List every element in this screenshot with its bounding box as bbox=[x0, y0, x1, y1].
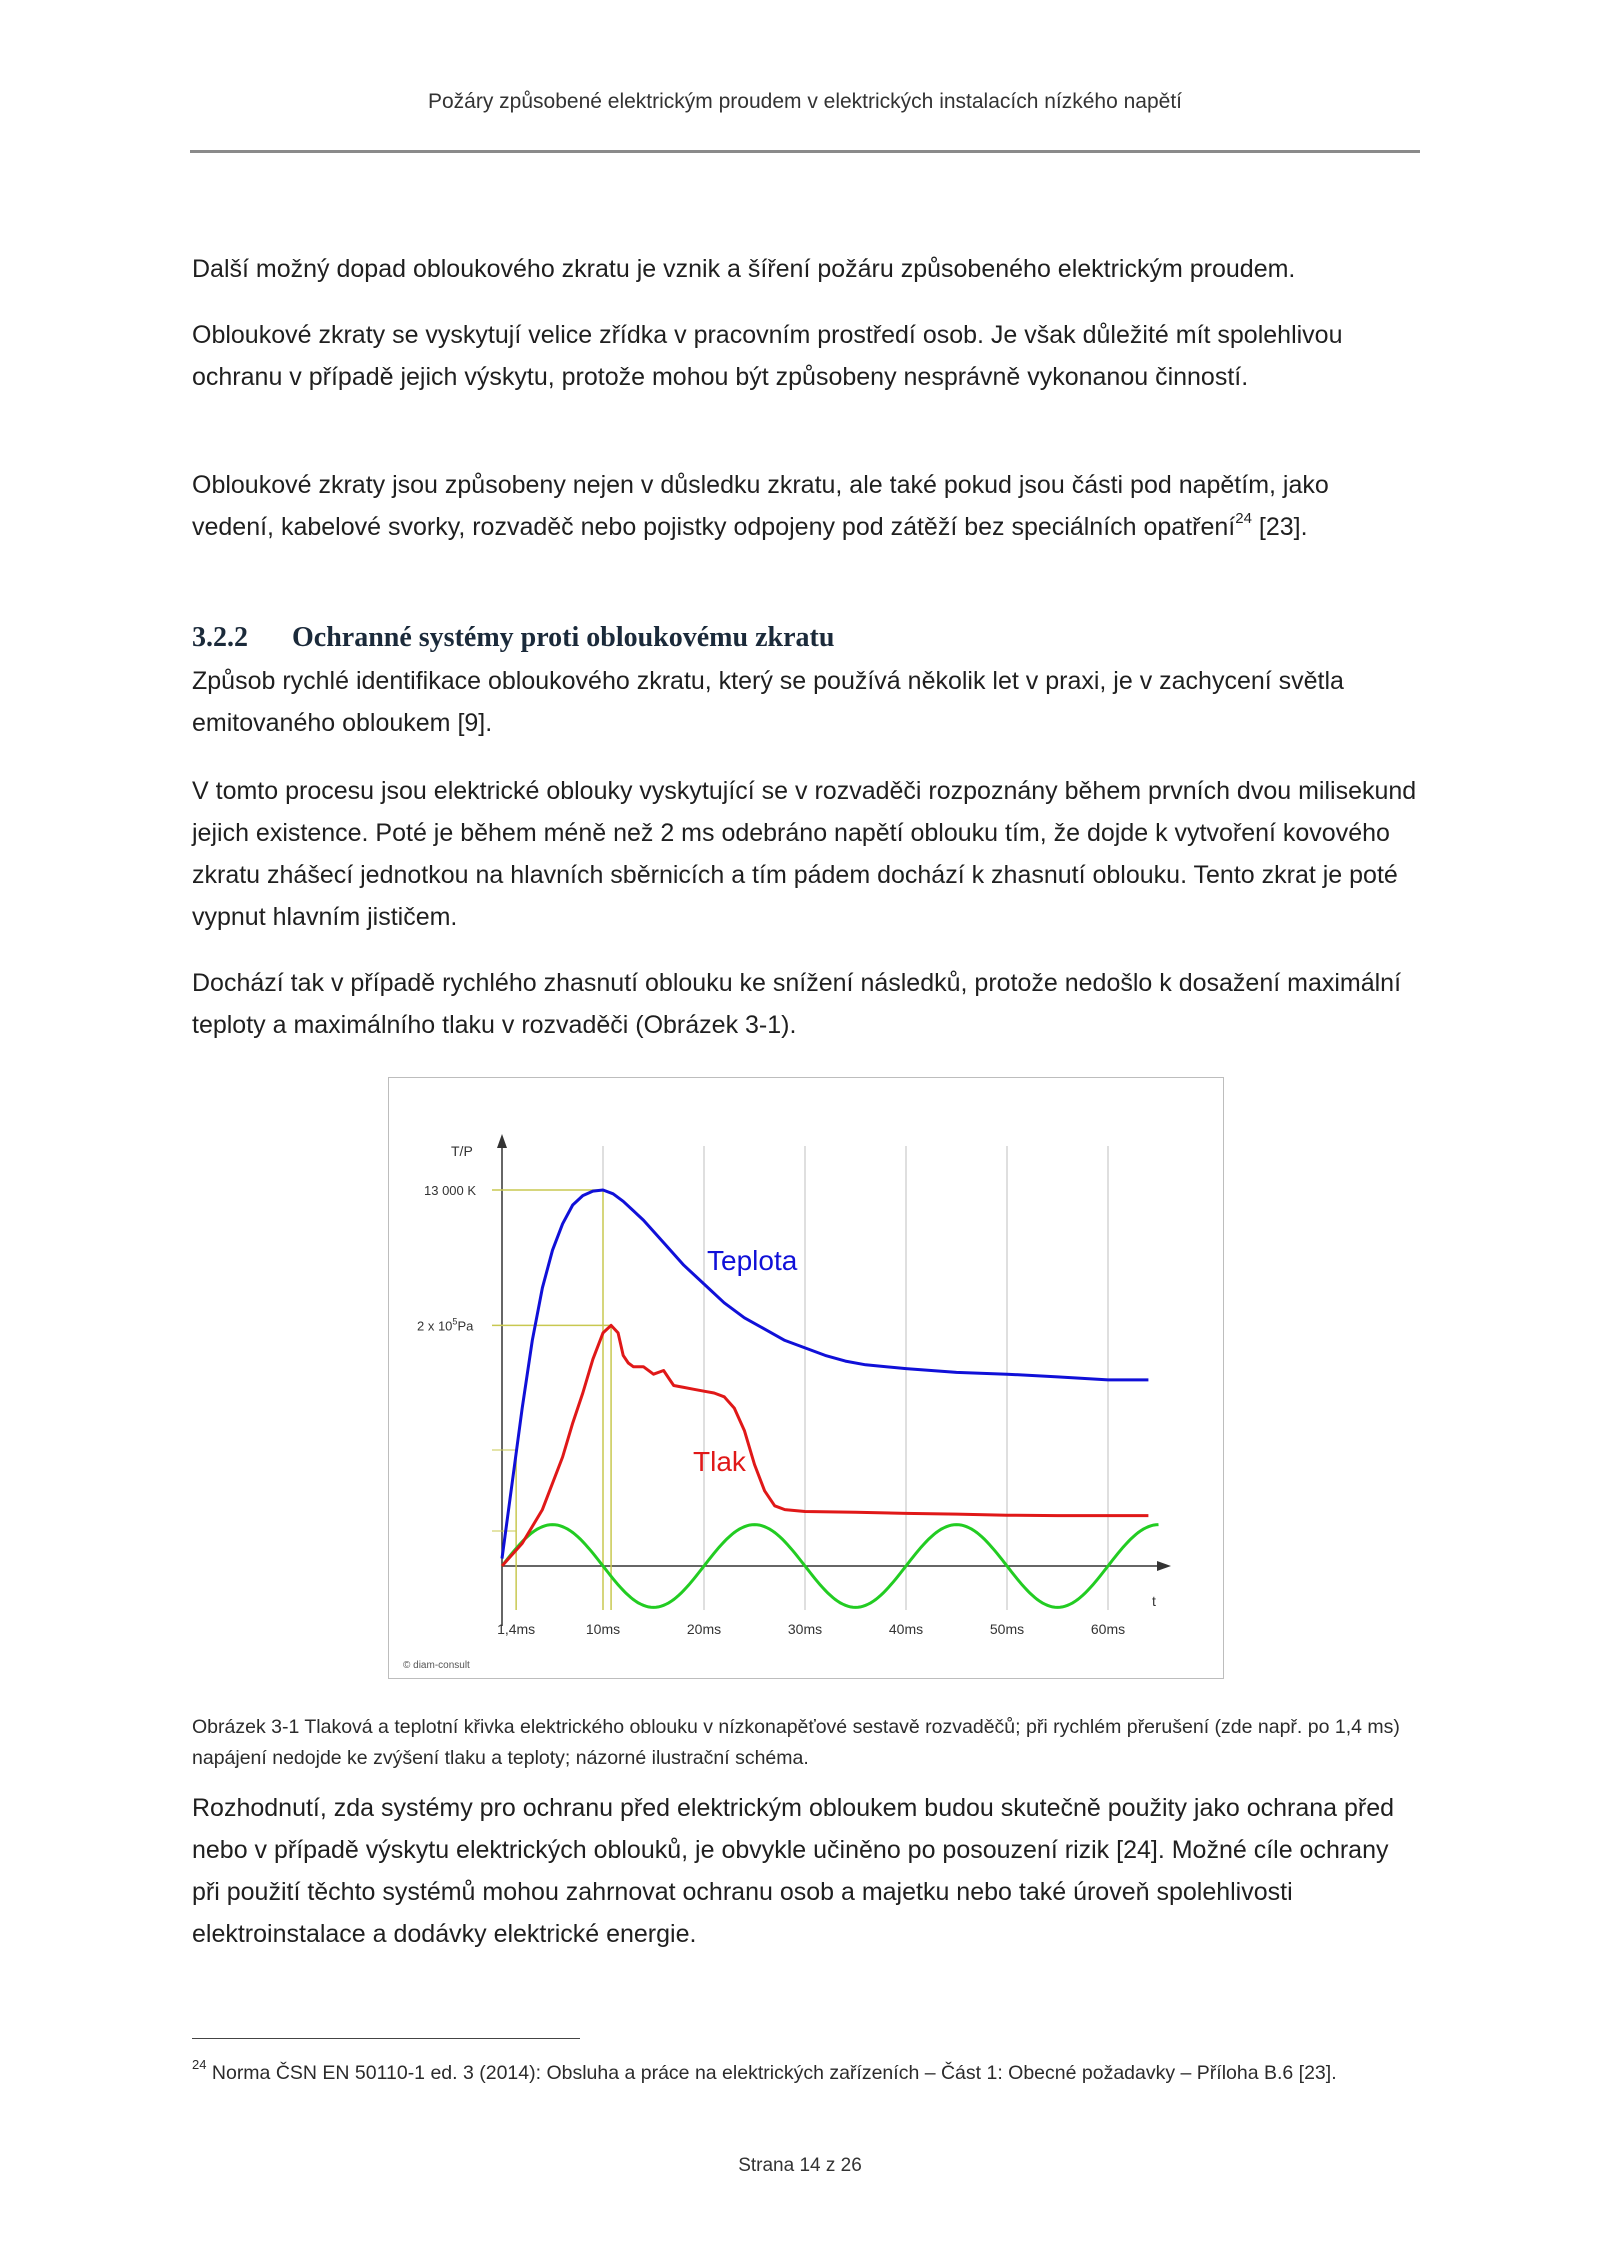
footnote-text: Norma ČSN EN 50110-1 ed. 3 (2014): Obsluha a práce na elektrických zařízeních – Část 1: Obecné požadavky – Příloha B.6 [23]. bbox=[211, 2062, 1337, 2084]
header-divider bbox=[190, 150, 1420, 153]
x-tick-label: 20ms bbox=[686, 1621, 722, 1637]
paragraph-2 bbox=[192, 314, 1417, 398]
footnote-number: 24 bbox=[192, 2057, 207, 2072]
temperature-series-line bbox=[502, 1190, 1148, 1559]
x-tick-label: 1,4ms bbox=[497, 1621, 536, 1637]
figure-arc-curves bbox=[388, 1077, 1224, 1679]
pressure-series-label: Tlak bbox=[693, 1446, 746, 1477]
y-axis-label: T/P bbox=[451, 1143, 473, 1159]
x-tick-label: 10ms bbox=[585, 1621, 621, 1637]
x-tick-label: 60ms bbox=[1090, 1621, 1126, 1637]
section-number: 3.2.2 bbox=[192, 622, 248, 653]
x-tick-label: 30ms bbox=[787, 1621, 823, 1637]
citation: [23]. bbox=[1251, 513, 1308, 541]
paragraph-5 bbox=[192, 770, 1417, 938]
paragraph-text: V tomto procesu jsou elektrické oblouky vyskytující se v rozvaděči rozpoznány během prvních dvou milisekund jejich existence. Poté je během méně než 2 ms odebráno napětí oblouku tím, že dojde k vytvoření kovového zkratu zhášecí jednotkou na hlavních sběrnicích a tím pádem dochází k zhasnutí oblouku. Tento zkrat je poté vypnut hlavním jističem. bbox=[192, 777, 1417, 931]
footnote bbox=[192, 2058, 1417, 2089]
x-axis-arrow bbox=[1157, 1561, 1171, 1571]
x-tick-label: 50ms bbox=[989, 1621, 1025, 1637]
arc-chart bbox=[389, 1078, 1223, 1678]
pressure-max-label: 2 x $10^5Pa$ bbox=[417, 1316, 474, 1334]
paragraph-text: Obloukové zkraty se vyskytují velice zřídka v pracovním prostředí osob. Je však důležité mít spolehlivou ochranu v případě jejich výskytu, protože mohou být způsobeny nesprávně vykonanou činností. bbox=[192, 321, 1343, 391]
x-tick-label: 40ms bbox=[888, 1621, 924, 1637]
pressure-series-line bbox=[502, 1325, 1148, 1566]
running-header: Požáry způsobené elektrickým proudem v elektrických instalacích nízkého napětí bbox=[427, 90, 1183, 113]
paragraph-text: Rozhodnutí, zda systémy pro ochranu před elektrickým obloukem budou skutečně použity jako ochrana před nebo v případě výskytu elektrických oblouků, je obvykle učiněno po posouzení rizik [24]. Možné cíle ochrany při použití těchto systémů mohou zahrnovat ochranu osob a majetku nebo také úroveň spolehlivosti elektroinstalace a dodávky elektrické energie. bbox=[192, 1794, 1395, 1948]
paragraph-4 bbox=[192, 660, 1417, 744]
figure-caption: Obrázek 3-1 Tlaková a teplotní křivka elektrického oblouku v nízkonapěťové sestavě rozvaděčů; při rychlém přerušení (zde např. po 1,4 ms) napájení nedojde ke zvýšení tlaku a teploty; názorné ilustrační schéma. bbox=[192, 1716, 1400, 1769]
paragraph-text bbox=[192, 464, 1417, 548]
section-title: Ochranné systémy proti obloukovému zkratu bbox=[292, 622, 835, 653]
page-number: Strana 14 z 26 bbox=[738, 2155, 862, 2176]
figure-copyright: © diam-consult bbox=[403, 1660, 470, 1671]
x-axis-label: t bbox=[1152, 1593, 1156, 1609]
y-axis-arrow bbox=[497, 1134, 507, 1148]
paragraph-text-main: Obloukové zkraty jsou způsobeny nejen v důsledku zkratu, ale také pokud jsou části pod napětím, jako vedení, kabelové svorky, rozvaděč nebo pojistky odpojeny pod zátěží bez speciálních opatření bbox=[192, 471, 1329, 541]
temperature-max-label: 13 000 K bbox=[424, 1183, 477, 1198]
paragraph-3 bbox=[192, 464, 1417, 548]
paragraph-1 bbox=[192, 248, 1417, 290]
section-heading bbox=[192, 622, 834, 654]
footnote-reference[interactable]: 24 bbox=[1235, 510, 1252, 527]
footnote-divider bbox=[192, 2038, 580, 2039]
paragraph-text: Další možný dopad obloukového zkratu je vznik a šíření požáru způsobeného elektrickým proudem. bbox=[192, 255, 1296, 283]
paragraph-text: Dochází tak v případě rychlého zhasnutí oblouku ke snížení následků, protože nedošlo k dosažení maximální teploty a maximálního tlaku v rozvaděči (Obrázek 3-1). bbox=[192, 969, 1402, 1039]
paragraph-7 bbox=[192, 1787, 1417, 1955]
temperature-series-label: Teplota bbox=[707, 1245, 798, 1276]
paragraph-text: Způsob rychlé identifikace obloukového zkratu, který se používá několik let v praxi, je v zachycení světla emitovaného obloukem [9]. bbox=[192, 667, 1344, 737]
paragraph-6 bbox=[192, 962, 1417, 1046]
